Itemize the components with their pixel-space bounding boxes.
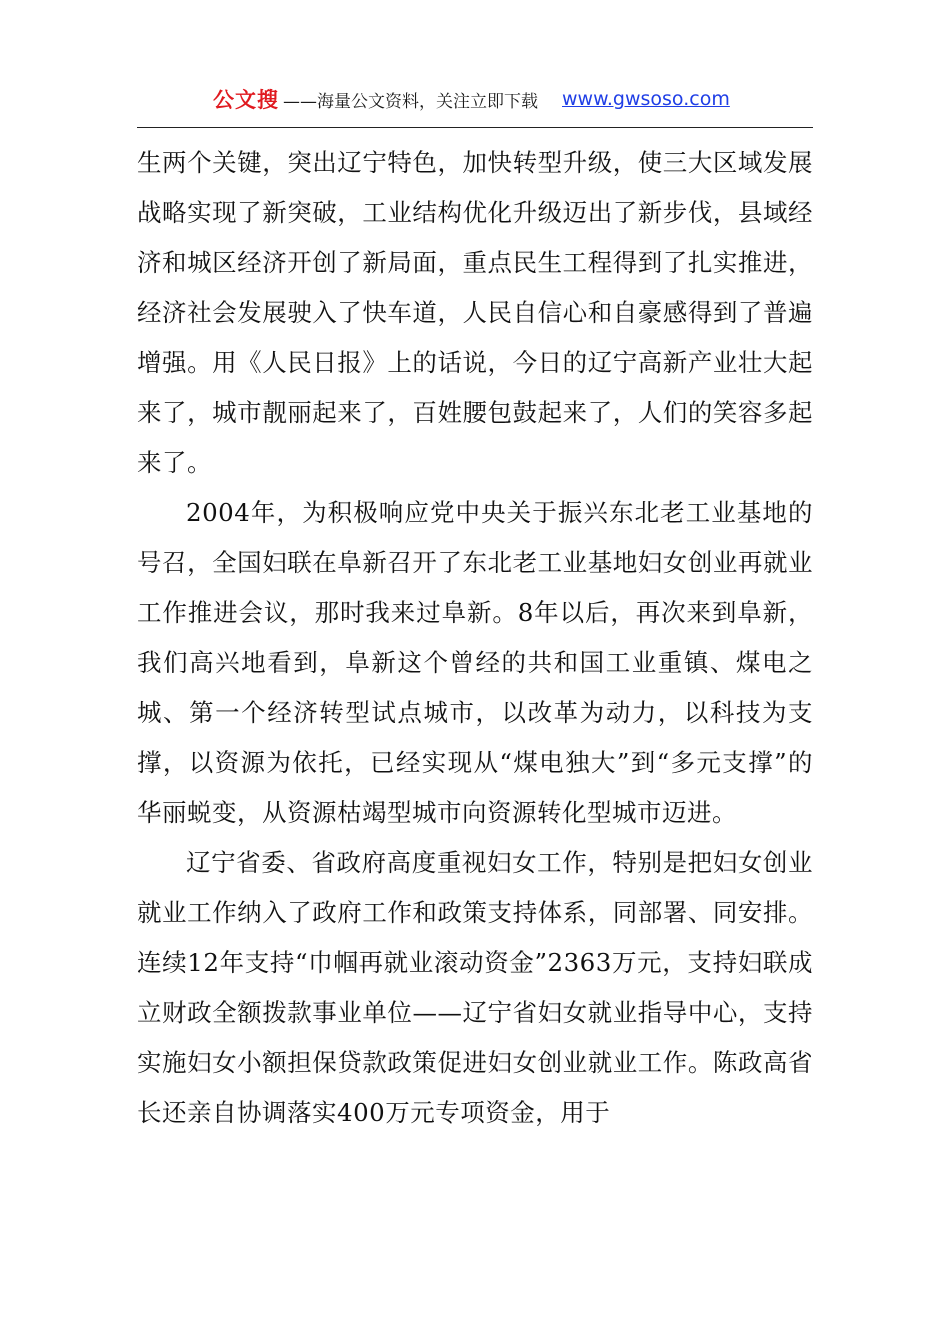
brand-logo-text: 公文搜 xyxy=(213,88,279,112)
website-link[interactable]: www.gwsoso.com xyxy=(562,88,730,110)
header-divider xyxy=(137,127,813,128)
header-tagline: ——海量公文资料，关注立即下载 xyxy=(283,91,538,112)
page-header xyxy=(137,82,813,116)
document-body xyxy=(137,138,813,1138)
paragraph-continued: 生两个关键，突出辽宁特色，加快转型升级，使三大区域发展战略实现了新突破，工业结构优化升级迈出了新步伐，县域经济和城区经济开创了新局面，重点民生工程得到了扎实推进，经济社会发展驶入了快车道，人民自信心和自豪感得到了普遍增强。用《人民日报》上的话说，今日的辽宁高新产业壮大起来了，城市靓丽起来了，百姓腰包鼓起来了，人们的笑容多起来了。 xyxy=(137,148,813,477)
paragraph-2004-meeting: 2004年，为积极响应党中央关于振兴东北老工业基地的号召，全国妇联在阜新召开了东北老工业基地妇女创业再就业工作推进会议，那时我来过阜新。8年以后，再次来到阜新，我们高兴地看到，阜新这个曾经的共和国工业重镇、煤电之城、第一个经济转型试点城市，以改革为动力，以科技为支撑，以资源为依托，已经实现从“煤电独大”到“多元支撑”的华丽蜕变，从资源枯竭型城市向资源转化型城市迈进。 xyxy=(137,498,813,827)
paragraph-provincial-support: 辽宁省委、省政府高度重视妇女工作，特别是把妇女创业就业工作纳入了政府工作和政策支持体系，同部署、同安排。连续12年支持“巾帼再就业滚动资金”2363万元，支持妇联成立财政全额拨款事业单位——辽宁省妇女就业指导中心，支持实施妇女小额担保贷款政策促进妇女创业就业工作。陈政高省长还亲自协调落实400万元专项资金，用于 xyxy=(137,848,813,1127)
